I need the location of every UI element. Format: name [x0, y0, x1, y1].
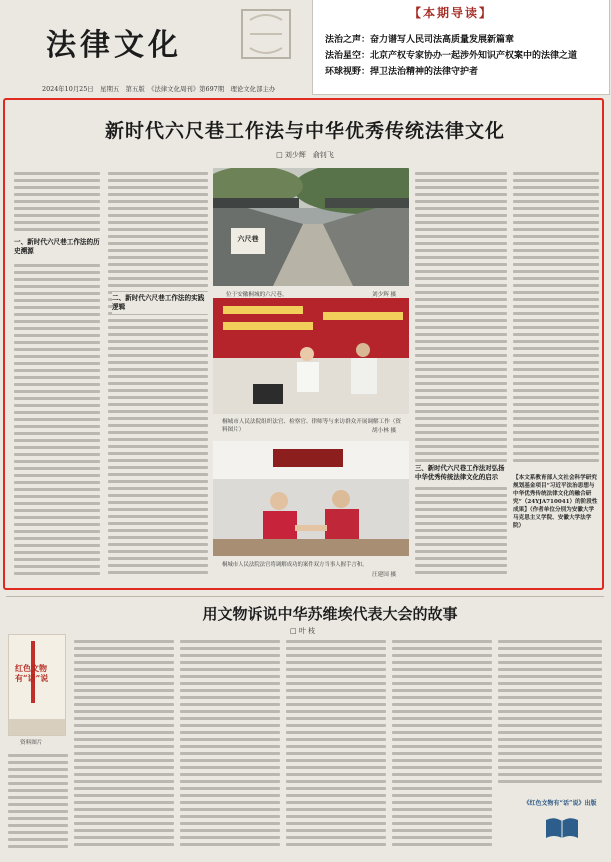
- article-byline: □ 叶 枝: [290, 627, 316, 635]
- photo-credit: 胡小林 摄: [372, 428, 397, 434]
- photo-caption: 位于安徽桐城的六尺巷。: [226, 292, 288, 298]
- footer-emblem: [520, 794, 600, 856]
- seal-decoration-icon: [238, 6, 294, 62]
- masthead-logo: 法律文化: [46, 28, 182, 63]
- masthead-date-line: 2024年10月25日 星期五 第五版 《法律文化周刊》第697期 理论文化部主办: [42, 85, 276, 93]
- photo-credit: 汪建国 摄: [372, 572, 397, 578]
- preview-item[interactable]: 环球视野：捍卫法治精神的法律守护者: [325, 67, 479, 77]
- photo-alley: [213, 168, 409, 286]
- article-byline: □ 刘少辉 俞钊飞: [276, 151, 334, 159]
- section-heading: 一、新时代六尺巷工作法的历史溯源: [14, 238, 100, 255]
- article-footnote: 【本文系教育部人文社会科学研究规划基金项目“习近平法治思想与中华优秀传统法律文化的融合研究”（24YJA710041）的阶段性成果】（作者单位分别为安徽大学马克思主义学院、安徽大学法学院）: [513, 475, 598, 529]
- article-column: [415, 168, 507, 580]
- preview-item[interactable]: 法治星空：北京产权专家协办一起涉外知识产权案中的法律之道: [325, 51, 578, 61]
- article-column: [513, 168, 599, 468]
- section-heading: 二、新时代六尺巷工作法的实践逻辑: [112, 292, 208, 314]
- photo-caption: 桐城市人民法院组织法官、检察官、律师等与来访群众开展调解工作（资料图片）: [222, 419, 402, 433]
- photo-credit: 刘少辉 摄: [372, 292, 397, 298]
- article-column: [392, 636, 492, 856]
- article-column: [8, 750, 68, 856]
- photo-caption: 桐城市人民法院法官将调解成功的案件双方当事人握手言和。: [222, 562, 368, 568]
- open-book-icon: [544, 816, 580, 840]
- article-column: [108, 168, 208, 580]
- article-title: 新时代六尺巷工作法与中华优秀传统法律文化: [104, 120, 505, 142]
- photo-mediation: [213, 298, 409, 414]
- article-column: [180, 636, 280, 856]
- preview-title: 【本期导读】: [409, 6, 494, 20]
- footer-caption: 《红色文物有“话”说》出版: [523, 800, 597, 807]
- masthead: [0, 0, 306, 100]
- article-column: [14, 168, 100, 580]
- book-title: 红色文物有“话”说: [15, 663, 49, 683]
- article-column: [286, 636, 386, 856]
- article-column: [498, 636, 602, 788]
- article-title: 用文物诉说中华苏维埃代表大会的故事: [202, 605, 458, 623]
- book-cover: [8, 634, 66, 736]
- article-column: [108, 572, 208, 578]
- alley-sign: 六尺巷: [237, 234, 259, 243]
- divider: [6, 596, 604, 597]
- book-caption: 资料图片: [20, 740, 43, 746]
- section-heading: 三、新时代六尺巷工作法对弘扬中华优秀传统法律文化的启示: [415, 462, 507, 484]
- photo-handshake: [213, 441, 409, 556]
- preview-box: [312, 0, 610, 95]
- article-column: [74, 636, 174, 856]
- preview-item[interactable]: 法治之声：奋力谱写人民司法高质量发展新篇章: [325, 35, 515, 45]
